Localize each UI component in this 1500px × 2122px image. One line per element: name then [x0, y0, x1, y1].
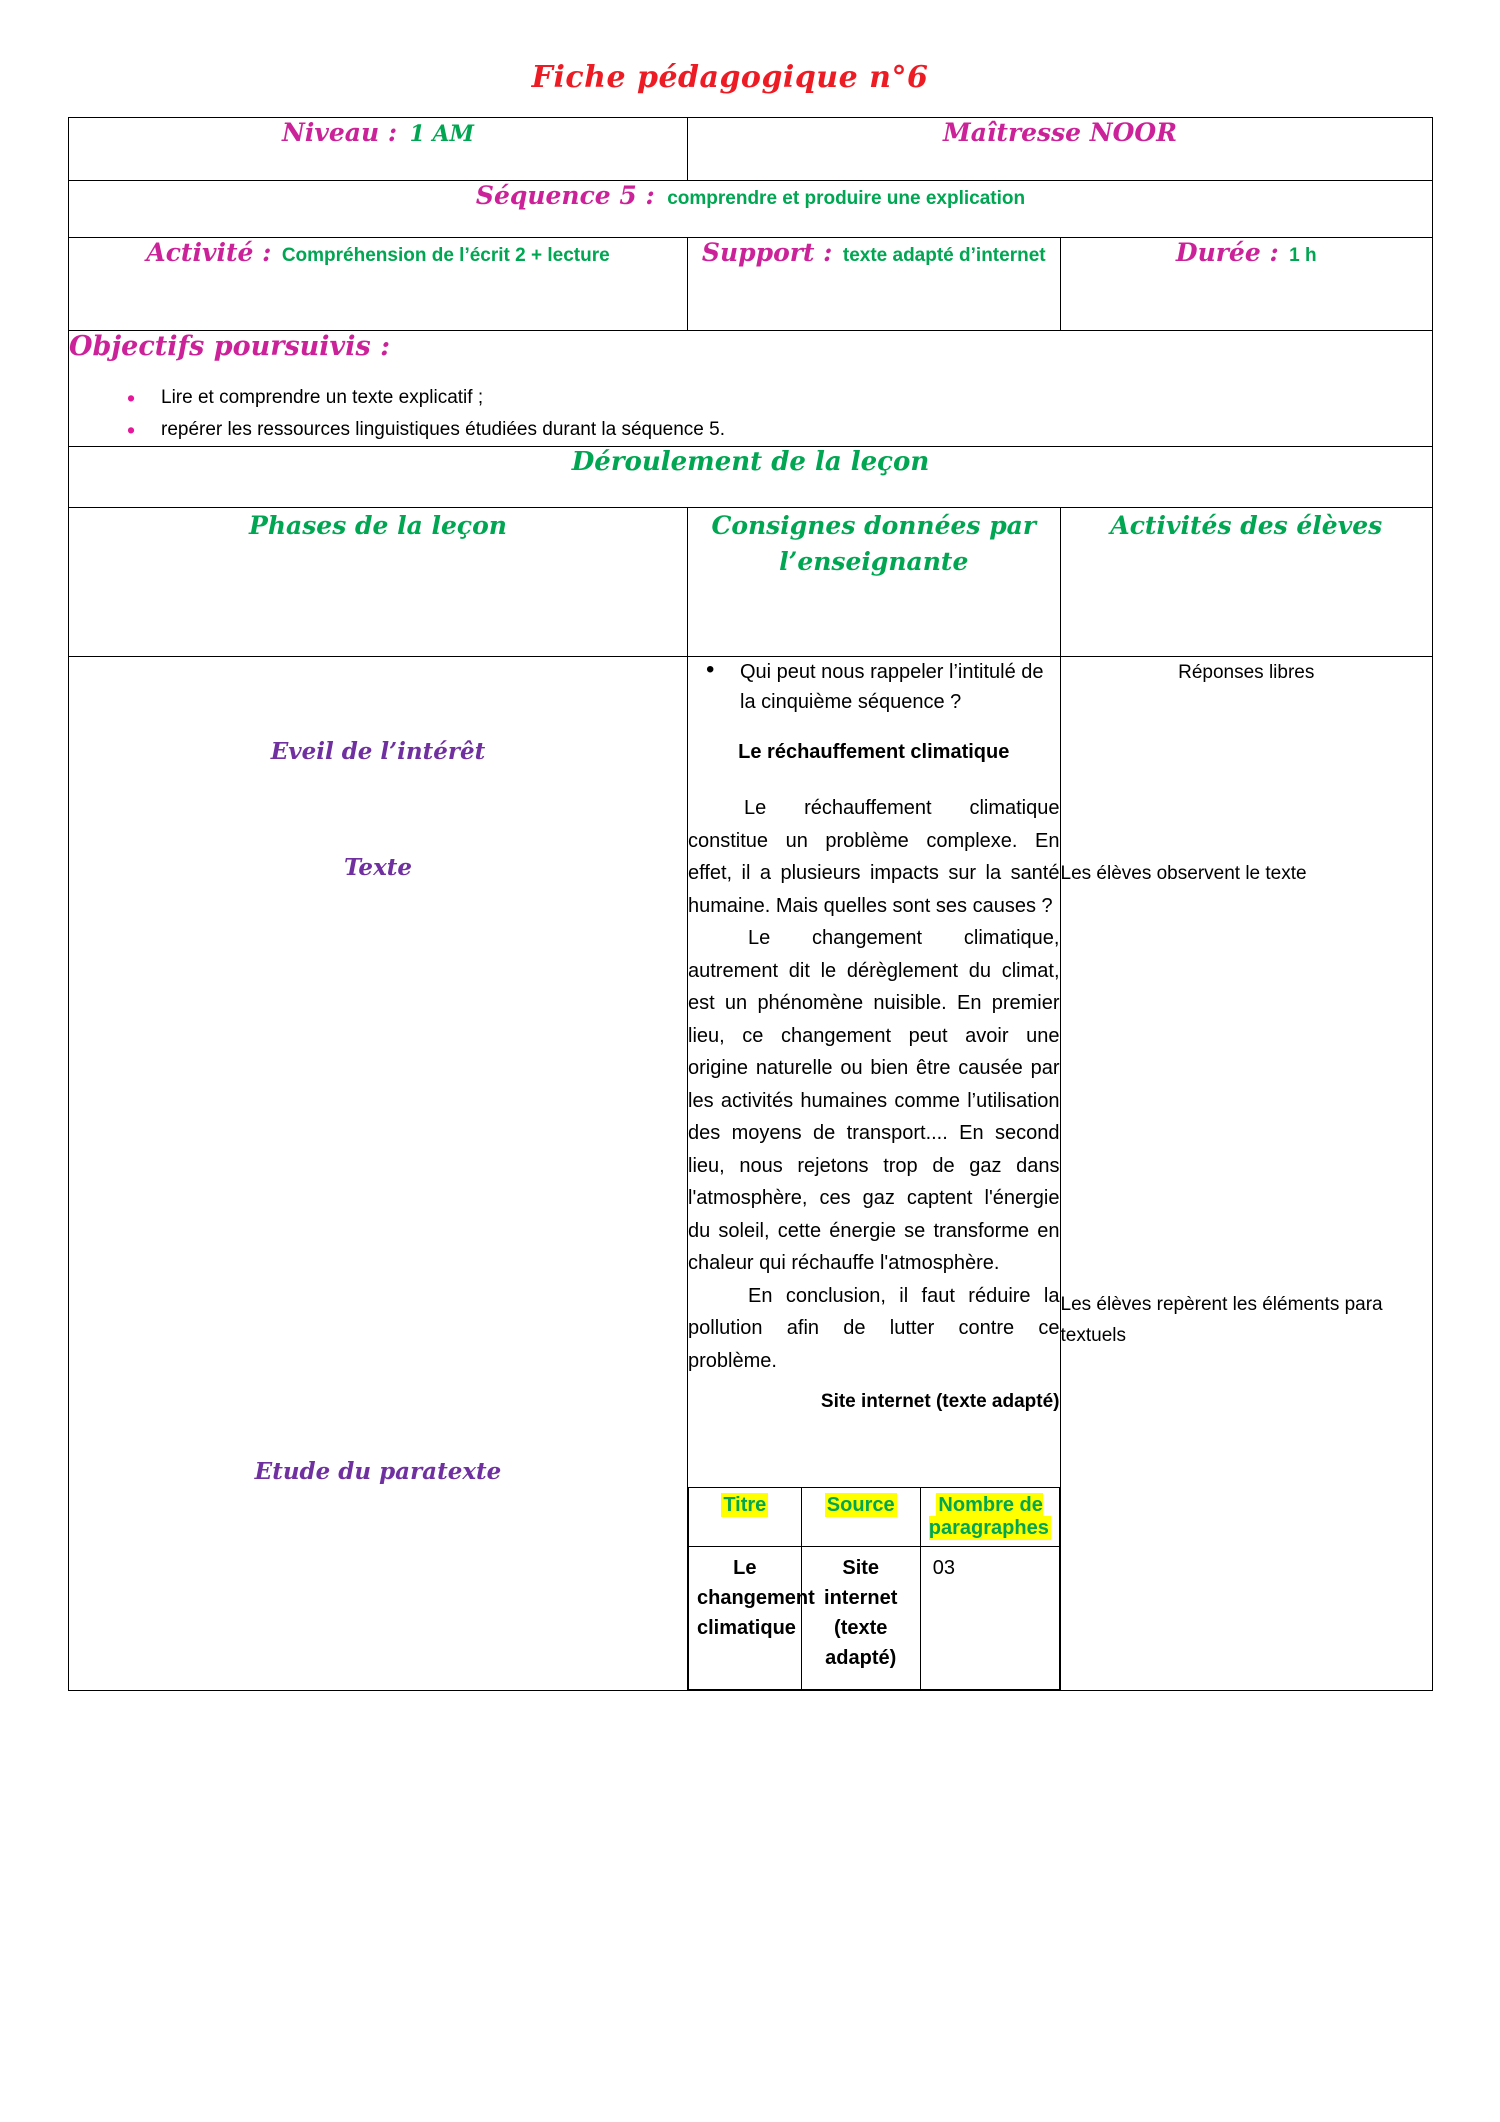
- paratexte-header-nombre-text: Nombre de paragraphes: [928, 1494, 1049, 1539]
- paratexte-header-titre: [689, 1488, 802, 1547]
- level-label: Niveau :: [282, 118, 398, 147]
- support-value: texte adapté d’internet: [842, 245, 1046, 266]
- teacher-cell: [688, 118, 1433, 181]
- paratexte-header-row: [689, 1488, 1060, 1547]
- page-title: Fiche pédagogique n°6: [531, 60, 929, 95]
- column-header-activites-text: Activités des élèves: [1110, 511, 1383, 540]
- activity-observent: Les élèves observent le texte: [1060, 863, 1307, 884]
- table-row-activity: [69, 238, 1433, 331]
- column-header-consignes-text: Consignes données par l’enseignante: [711, 511, 1037, 576]
- duration-label: Durée :: [1175, 238, 1279, 267]
- table-row-lesson-body: [69, 657, 1433, 1691]
- paratexte-value-nombre: 03: [920, 1547, 1059, 1690]
- column-header-activites: [1060, 508, 1433, 657]
- list-item: • Lire et comprendre un texte explicatif ;: [127, 382, 1432, 414]
- activites-cell: [1060, 657, 1433, 1691]
- text-paragraph-3: En conclusion, il faut réduire la pollution afin de lutter contre ce problème.: [688, 1284, 1060, 1372]
- consignes-cell: [688, 657, 1061, 1691]
- support-label: Support :: [701, 238, 833, 267]
- paratexte-header-source-text: Source: [826, 1494, 895, 1516]
- text-paragraph-2: Le changement climatique, autrement dit le dérèglement du climat, est un phénomène nuisible. En premier lieu, ce changement peut avoir une origine naturelle ou bien être causée par les activités humaines comme l’utilisation des moyens de transport.... En second lieu, nous rejetons trop de gaz dans l'atmosphère, ces gaz captent l'énergie du soleil, cette énergie se transforme en chaleur qui réchauffe l'atmosphère.: [688, 927, 1060, 1274]
- list-item: • repérer les ressources linguistiques étudiées durant la séquence 5.: [127, 414, 1432, 446]
- phases-cell: [69, 657, 688, 1691]
- duration-value: 1 h: [1289, 245, 1317, 266]
- text-title: Le réchauffement climatique: [738, 741, 1010, 763]
- sequence-cell: [69, 181, 1433, 238]
- level-cell: [69, 118, 688, 181]
- activity-reperent: Les élèves repèrent les éléments para textuels: [1060, 1294, 1383, 1346]
- table-row-column-headers: [69, 508, 1433, 657]
- support-cell: [688, 238, 1061, 331]
- paratexte-data-row: [689, 1547, 1060, 1690]
- objectives-title: Objectifs poursuivis :: [69, 331, 391, 362]
- sequence-label: Séquence 5 :: [475, 181, 655, 210]
- text-source: Site internet (texte adapté): [820, 1391, 1060, 1412]
- activity-value: Compréhension de l’écrit 2 + lecture: [281, 245, 610, 266]
- paratexte-value-titre: Le changement climatique: [689, 1547, 802, 1690]
- table-row-level: [69, 118, 1433, 181]
- column-header-phases-text: Phases de la leçon: [249, 511, 507, 540]
- column-header-phases: [69, 508, 688, 657]
- paratexte-header-nombre: [920, 1488, 1059, 1547]
- duration-cell: [1060, 238, 1433, 331]
- table-row-lesson-flow-banner: [69, 447, 1433, 508]
- text-paragraph-1: Le réchauffement climatique constitue un problème complexe. En effet, il a plusieurs impacts sur la santé humaine. Mais quelles sont ses causes ?: [688, 797, 1060, 917]
- lesson-plan-table: [68, 117, 1433, 1691]
- phase-eveil-label: Eveil de l’intérêt: [270, 738, 486, 765]
- paratexte-value-source: Site internet (texte adapté): [801, 1547, 920, 1690]
- consigne-question: • Qui peut nous rappeler l’intitulé de la cinquième séquence ?: [688, 657, 1060, 717]
- table-row-sequence: [69, 181, 1433, 238]
- paratexte-header-source: [801, 1488, 920, 1547]
- table-row-objectives: [69, 331, 1433, 447]
- objectives-list: [69, 382, 1432, 446]
- level-value: 1 AM: [409, 121, 474, 147]
- phase-texte-label: Texte: [343, 854, 413, 881]
- paratexte-table: [688, 1487, 1060, 1690]
- lesson-flow-banner-text: Déroulement de la leçon: [571, 447, 930, 477]
- paratexte-header-titre-text: Titre: [723, 1494, 767, 1516]
- objectives-cell: [69, 331, 1433, 447]
- phase-etude-label: Etude du paratexte: [254, 1458, 502, 1485]
- activity-label: Activité :: [146, 238, 272, 267]
- teacher-name: Maîtresse NOOR: [943, 118, 1177, 147]
- activity-cell: [69, 238, 688, 331]
- sequence-value: comprendre et produire une explication: [667, 188, 1026, 209]
- lesson-flow-banner-cell: [69, 447, 1433, 508]
- column-header-consignes: [688, 508, 1061, 657]
- activity-reponses: Réponses libres: [1178, 662, 1315, 683]
